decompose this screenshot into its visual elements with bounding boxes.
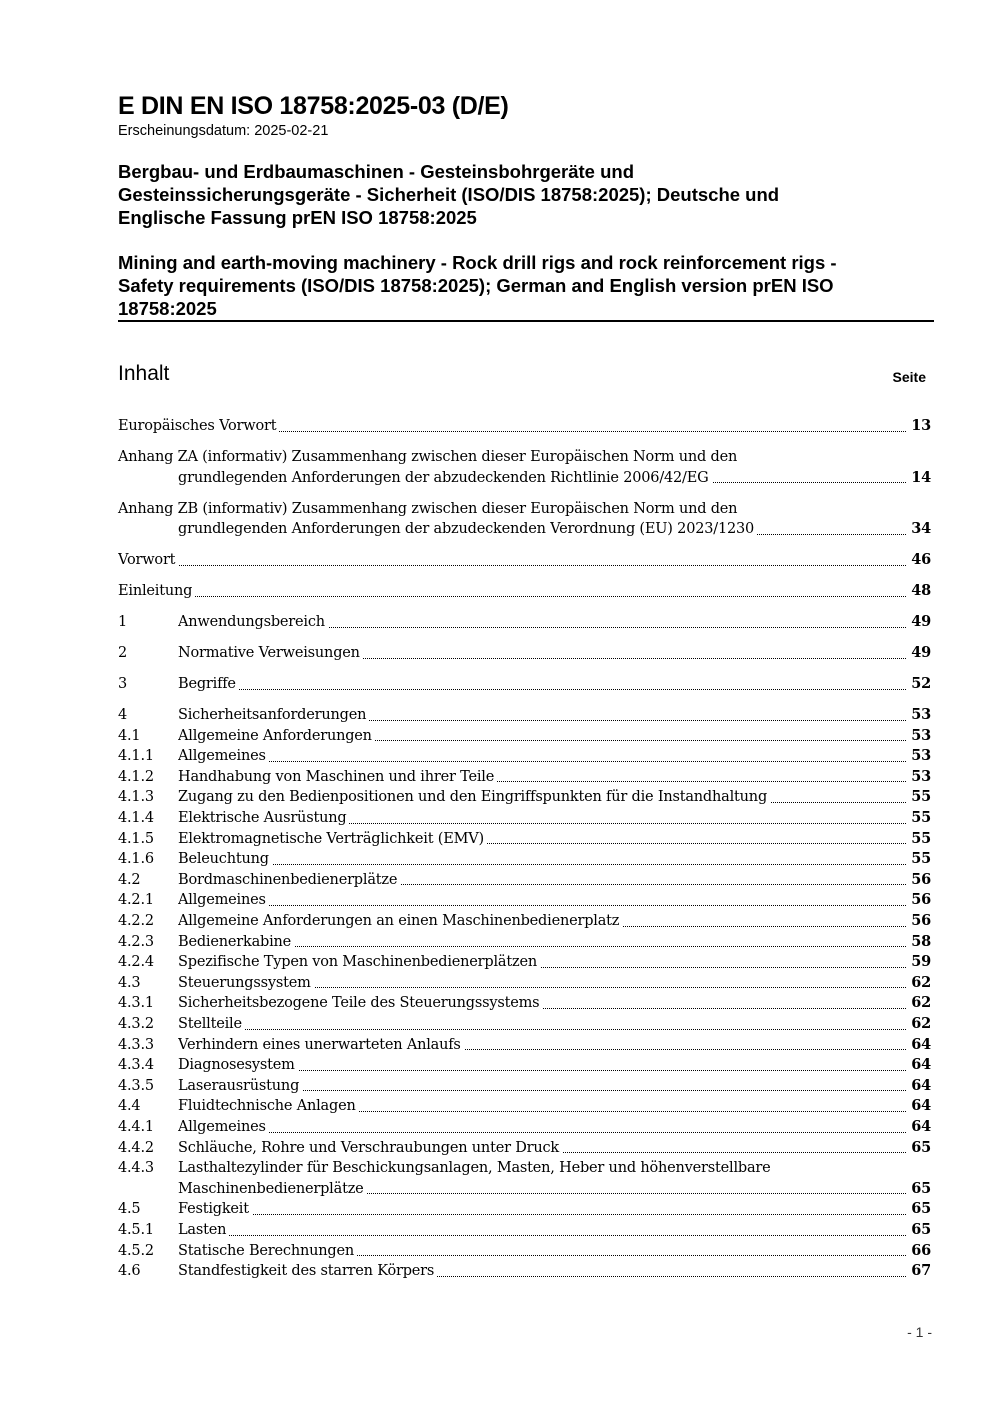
toc-entry-page: 67 [911, 1262, 931, 1280]
toc-entry[interactable] [118, 808, 931, 829]
toc-entry[interactable] [118, 674, 931, 695]
toc-entry[interactable] [118, 849, 931, 870]
toc-entry[interactable] [118, 612, 931, 633]
toc-entry-page: 65 [911, 1179, 931, 1197]
toc-entry[interactable] [118, 643, 931, 664]
toc-entry-number: 4.3.2 [118, 1015, 154, 1032]
toc-entry-text: Begriffe [178, 676, 239, 692]
toc-entry-text: Lasten [178, 1222, 229, 1238]
toc-entry[interactable] [118, 993, 931, 1014]
toc-entry-page: 49 [911, 613, 931, 631]
toc-entry-number: 4.2.2 [118, 913, 154, 929]
toc-entry-text: Handhabung von Maschinen und ihrer Teile [178, 769, 497, 785]
toc-entry-european-foreword[interactable] [118, 416, 931, 437]
toc-entry-number: 4.3.4 [118, 1057, 154, 1074]
toc-entry[interactable] [118, 973, 931, 994]
toc-entry-page: 62 [911, 1014, 931, 1032]
toc-heading: Inhalt [118, 362, 170, 385]
toc-entry-page: 59 [911, 953, 931, 971]
toc-entry[interactable] [118, 870, 931, 891]
toc-entry-text: Fluidtechnische Anlagen [178, 1098, 359, 1114]
toc-entry-number: 1 [118, 614, 128, 631]
toc-entry-text: Festigkeit [178, 1201, 252, 1217]
toc-entry-page: 56 [911, 912, 931, 929]
toc-entry-page: 55 [911, 850, 931, 868]
toc-entry-text: Stellteile [178, 1016, 245, 1032]
toc-entry-number: 4.2 [118, 871, 141, 888]
toc-entry-page: 55 [911, 829, 931, 847]
toc-entry[interactable] [118, 1138, 931, 1159]
toc-entry-4-4-3[interactable] [118, 1158, 931, 1199]
toc-entry-text: Steuerungssystem [178, 975, 314, 991]
toc-entry-page: 56 [911, 891, 931, 909]
toc-entry-text: Elektrische Ausrüstung [178, 810, 349, 826]
toc-entry-number: 4.4.1 [118, 1118, 154, 1135]
toc-entry-annex-za[interactable] [118, 447, 931, 488]
toc-entry-page: 55 [911, 788, 931, 806]
toc-entry[interactable] [118, 911, 931, 932]
toc-entry[interactable] [118, 1241, 931, 1262]
toc-entry-text: Anwendungsbereich [178, 614, 328, 630]
document-id: E DIN EN ISO 18758:2025-03 (D/E) [118, 92, 509, 120]
title-english [118, 251, 934, 320]
toc-entry-number: 4.1.5 [118, 830, 154, 847]
document-header [118, 90, 934, 320]
toc-entry[interactable] [118, 932, 931, 953]
title-german [118, 160, 934, 229]
toc-entry-text: Bedienerkabine [178, 934, 294, 950]
toc-entry-text: Schläuche, Rohre und Verschraubungen unter Druck [178, 1140, 562, 1156]
toc-entry-number: 4.2.4 [118, 954, 154, 971]
toc-entry-number: 4.3.5 [118, 1077, 154, 1094]
toc-entry-number: 4.3.1 [118, 995, 154, 1012]
toc-entry[interactable] [118, 1035, 931, 1056]
toc-entry-text: Standfestigkeit des starren Körpers [178, 1263, 437, 1279]
toc-entry[interactable] [118, 746, 931, 767]
toc-page-column-label: Seite [892, 369, 926, 385]
toc-entry-page: 65 [911, 1220, 931, 1238]
toc-entry-text: Europäisches Vorwort [118, 418, 279, 434]
toc-entry-page: 56 [911, 870, 931, 888]
toc-entry-text: Normative Verweisungen [178, 645, 363, 661]
toc-entry-page: 53 [911, 747, 931, 765]
toc-entry-number: 4.2.3 [118, 933, 154, 950]
toc-entry-einleitung[interactable] [118, 581, 931, 602]
toc-entry-number: 2 [118, 645, 128, 662]
toc-entry-number: 4.4 [118, 1098, 141, 1115]
toc-entry-number: 4.4.3 [118, 1160, 154, 1177]
title-german-line: Bergbau- und Erdbaumaschinen - Gesteinsbohrgeräte und [118, 161, 635, 182]
toc-entry-number: 3 [118, 676, 128, 693]
toc-entry-text: Bordmaschinenbedienerplätze [178, 872, 400, 888]
toc-section-4-5-list [118, 1199, 931, 1281]
publication-date: Erscheinungsdatum: 2025-02-21 [118, 123, 329, 139]
toc-entry[interactable] [118, 1076, 931, 1097]
toc-entry-page: 14 [911, 468, 931, 486]
toc-entry-text: grundlegenden Anforderungen der abzudeckenden Verordnung (EU) 2023/1230 [178, 521, 757, 537]
toc-entry-number: 4.2.1 [118, 892, 154, 909]
toc-entry-text: Elektromagnetische Verträglichkeit (EMV) [178, 831, 487, 847]
toc-entry-page: 65 [911, 1138, 931, 1156]
toc-entry[interactable] [118, 1014, 931, 1035]
toc-entry-page: 64 [911, 1076, 931, 1094]
toc-entry-number: 4.1.3 [118, 789, 154, 806]
title-english-line: 18758:2025 [118, 298, 217, 319]
toc-entry-text: Allgemeine Anforderungen [178, 728, 375, 744]
toc-entry[interactable] [118, 787, 931, 808]
toc-entry-text: Statische Berechnungen [178, 1243, 357, 1259]
toc-entry-number: 4.1.2 [118, 768, 154, 785]
page-number: - 1 - [907, 1324, 932, 1340]
toc-entry-text: Allgemeine Anforderungen an einen Maschinenbedienerplatz [178, 913, 622, 929]
toc-entry-page: 34 [911, 520, 931, 538]
title-german-line: Englische Fassung prEN ISO 18758:2025 [118, 207, 477, 228]
toc-entry-text: Allgemeines [178, 748, 269, 764]
toc-entry-page: 64 [911, 1117, 931, 1135]
toc-entry-page: 53 [911, 767, 931, 785]
toc-entry-text: Beleuchtung [178, 851, 272, 867]
toc-entry-text: Diagnosesystem [178, 1057, 298, 1073]
toc-entry[interactable] [118, 767, 931, 788]
toc-entry-page: 48 [911, 582, 931, 600]
toc-entry-page: 53 [911, 726, 931, 744]
toc-entry-text: Anhang ZA (informativ) Zusammenhang zwischen dieser Europäischen Norm und den [118, 448, 738, 465]
toc-entry-number: 4.5.1 [118, 1221, 154, 1238]
toc-entry-page: 62 [911, 973, 931, 991]
toc-entry-number: 4.5 [118, 1201, 141, 1218]
toc-entry-text: Allgemeines [178, 892, 269, 908]
toc-entry-annex-zb[interactable] [118, 499, 931, 540]
toc-entry-page: 58 [911, 932, 931, 950]
toc-entry-text: Laserausrüstung [178, 1078, 302, 1094]
toc-entry-page: 13 [911, 417, 931, 434]
toc-entry-page: 46 [911, 551, 931, 569]
toc-entry-text: Verhindern eines unerwarteten Anlaufs [178, 1037, 464, 1053]
toc-entry-text: Allgemeines [178, 1119, 269, 1135]
toc-entry[interactable] [118, 1096, 931, 1117]
toc-entry-number: 4.1.1 [118, 748, 154, 765]
toc-entry-number: 4.4.2 [118, 1139, 154, 1156]
toc-entry-number: 4.6 [118, 1263, 141, 1280]
toc-entry-text: Einleitung [118, 583, 195, 599]
title-english-line: Safety requirements (ISO/DIS 18758:2025); German and English version prEN ISO [118, 275, 834, 296]
toc-entry-vorwort[interactable] [118, 550, 931, 571]
toc-entry-number: 4 [118, 707, 128, 724]
toc-entry-page: 64 [911, 1056, 931, 1074]
table-of-contents [118, 416, 931, 1282]
toc-entry[interactable] [118, 1055, 931, 1076]
toc-entry-page: 65 [911, 1200, 931, 1218]
toc-entry[interactable] [118, 1261, 931, 1282]
toc-entry-text: Zugang zu den Bedienpositionen und den Eingriffspunkten für die Instandhaltung [178, 789, 770, 805]
toc-entry-page: 55 [911, 809, 931, 827]
toc-entry-text: Sicherheitsbezogene Teile des Steuerungssystems [178, 995, 542, 1011]
toc-entry-number: 4.5.2 [118, 1242, 154, 1259]
title-german-line: Gesteinssicherungsgeräte - Sicherheit (ISO/DIS 18758:2025); Deutsche und [118, 184, 780, 205]
toc-entry-number: 4.3 [118, 974, 141, 991]
toc-entry-number: 4.1 [118, 727, 141, 744]
toc-entry[interactable] [118, 726, 931, 747]
toc-entry-text: Sicherheitsanforderungen [178, 707, 369, 723]
toc-entry[interactable] [118, 1117, 931, 1138]
toc-entry-page: 62 [911, 994, 931, 1012]
toc-entry-page: 64 [911, 1035, 931, 1053]
toc-entry[interactable] [118, 705, 931, 726]
toc-entry-text: Anhang ZB (informativ) Zusammenhang zwischen dieser Europäischen Norm und den [118, 500, 738, 517]
toc-entry-number: 4.1.6 [118, 851, 154, 868]
toc-entry-number: 4.1.4 [118, 810, 154, 827]
toc-entry[interactable] [118, 952, 931, 973]
toc-entry[interactable] [118, 1220, 931, 1241]
toc-entry[interactable] [118, 829, 931, 850]
toc-entry-page: 66 [911, 1241, 931, 1259]
toc-entry-number: 4.3.3 [118, 1036, 154, 1053]
toc-entry-page: 53 [911, 706, 931, 724]
title-english-line: Mining and earth-moving machinery - Rock drill rigs and rock reinforcement rigs - [118, 252, 837, 273]
toc-entry-text: Maschinenbedienerplätze [178, 1181, 367, 1197]
toc-entry[interactable] [118, 890, 931, 911]
toc-section-4-list [118, 705, 931, 1158]
toc-entry-page: 49 [911, 644, 931, 662]
header-divider [118, 320, 934, 322]
toc-entry-text: Spezifische Typen von Maschinenbedienerplätzen [178, 954, 540, 970]
toc-entry-text: Lasthaltezylinder für Beschickungsanlagen, Masten, Heber und höhenverstellbare [178, 1160, 771, 1177]
toc-entry-page: 64 [911, 1097, 931, 1115]
toc-entry-text: grundlegenden Anforderungen der abzudeckenden Richtlinie 2006/42/EG [178, 470, 712, 486]
toc-entry-text: Vorwort [118, 552, 178, 568]
toc-entry[interactable] [118, 1199, 931, 1220]
toc-entry-page: 52 [911, 675, 931, 693]
